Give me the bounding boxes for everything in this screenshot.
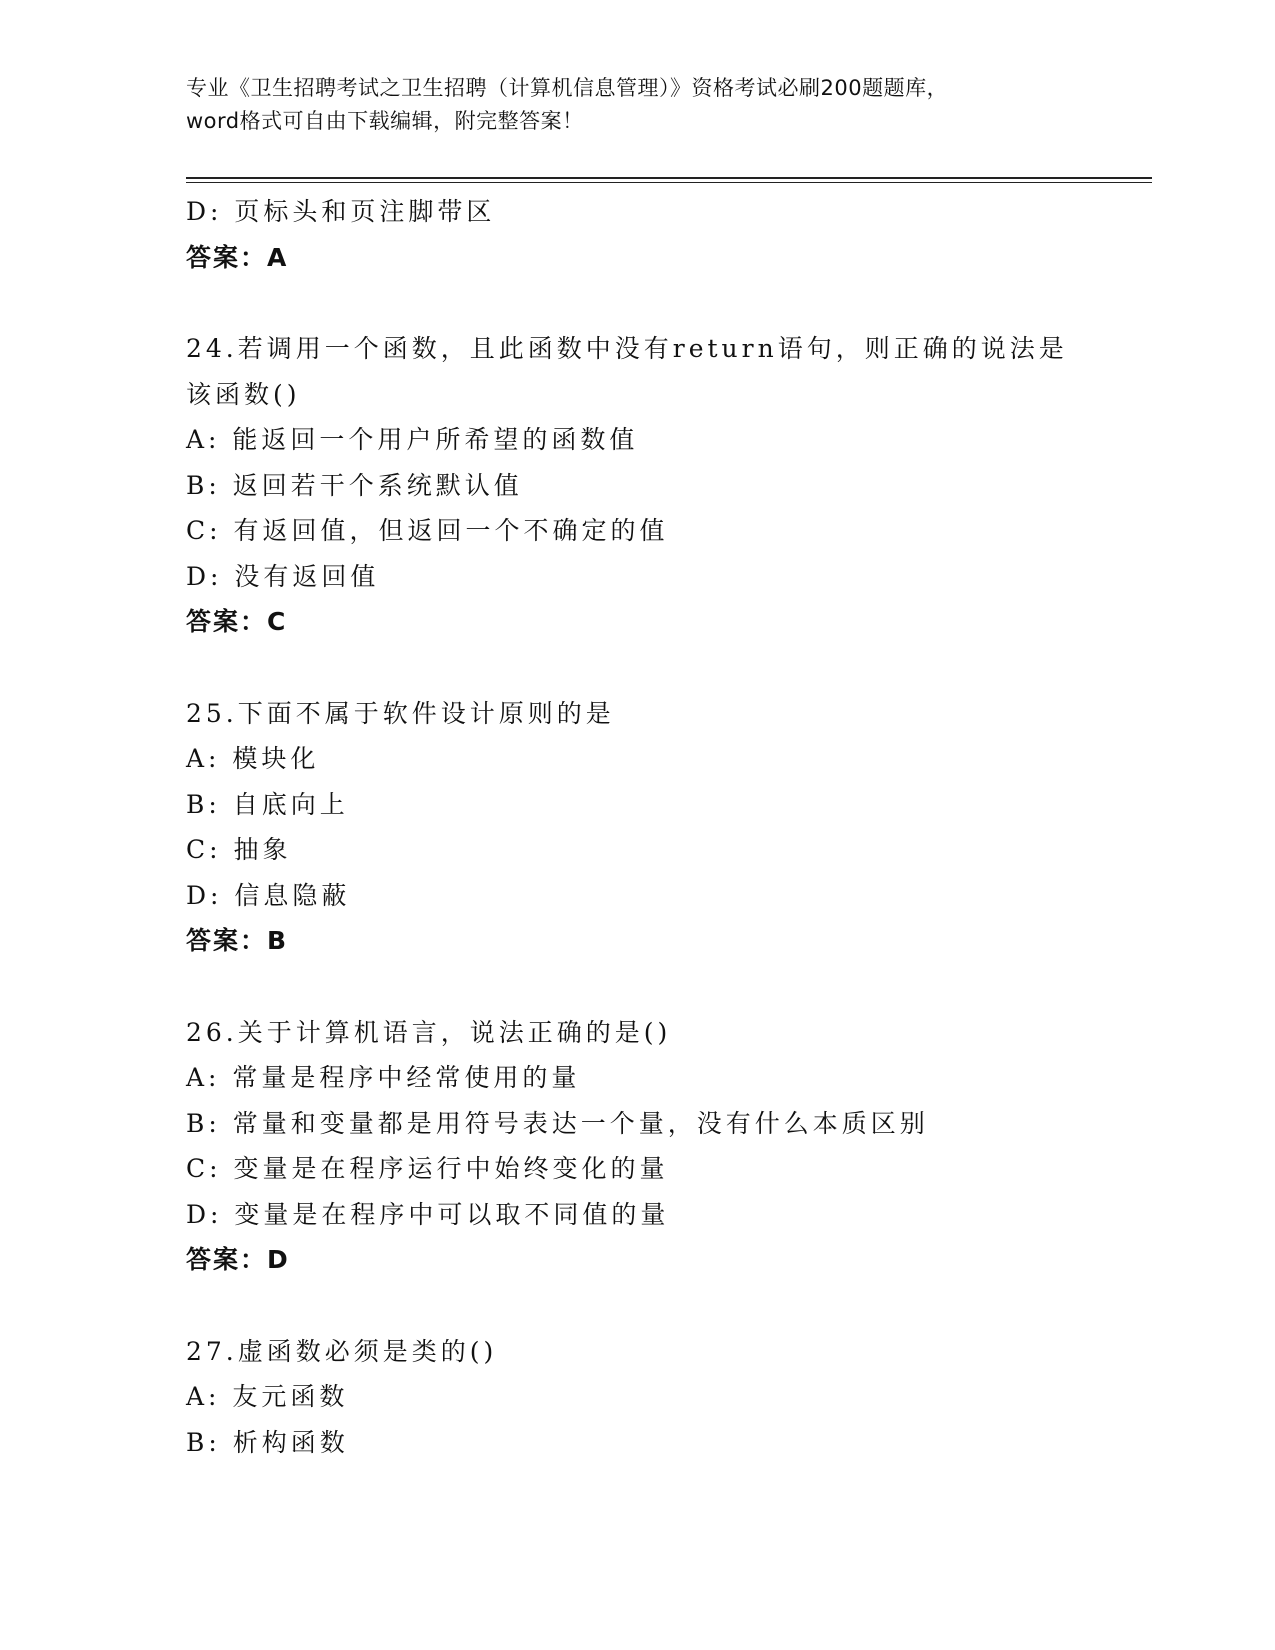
option-b: B: 常量和变量都是用符号表达一个量，没有什么本质区别 [186,1108,929,1138]
option-a: A: 常量是程序中经常使用的量 [186,1063,581,1092]
question-list [186,189,1146,1465]
option-d: D: 变量是在程序中可以取不同值的量 [186,1199,670,1229]
question-block-25 [186,691,1146,964]
option-b: B: 返回若干个系统默认值 [186,470,523,500]
answer-line: 答案：C [186,607,288,636]
option-a: A: 能返回一个用户所希望的函数值 [186,425,639,454]
question-block-24 [186,326,1146,645]
header-divider-thin [186,182,1152,183]
option-c: C: 有返回值，但返回一个不确定的值 [186,516,669,545]
question-block-27 [186,1329,1146,1466]
document-header [186,72,1086,138]
question-text: 26.关于计算机语言，说法正确的是() [186,1017,672,1047]
option-d: D: 信息隐蔽 [186,880,351,910]
question-block-23-continued [186,189,1146,280]
question-text: 27.虚函数必须是类的() [186,1336,498,1366]
option-a: A: 模块化 [186,744,320,773]
option-d: D: 页标头和页注脚带区 [186,197,496,226]
question-text-continued: 该函数() [186,379,301,409]
question-text: 25.下面不属于软件设计原则的是 [186,698,615,728]
question-text: 24.若调用一个函数，且此函数中没有return语句，则正确的说法是 [186,334,1068,363]
option-c: C: 变量是在程序运行中始终变化的量 [186,1154,669,1183]
header-title-line-1: 专业《卫生招聘考试之卫生招聘（计算机信息管理）》资格考试必刷200题题库， [186,76,949,100]
option-c: C: 抽象 [186,835,292,864]
answer-line: 答案：D [186,1245,290,1274]
header-divider-thick [186,177,1152,179]
option-d: D: 没有返回值 [186,561,380,591]
answer-line: 答案：B [186,926,289,955]
option-b: B: 析构函数 [186,1427,349,1457]
answer-line: 答案：A [186,242,289,272]
option-a: A: 友元函数 [186,1382,349,1411]
question-block-26 [186,1010,1146,1283]
header-title-line-2: word格式可自由下载编辑，附完整答案！ [186,109,584,133]
option-b: B: 自底向上 [186,789,349,819]
